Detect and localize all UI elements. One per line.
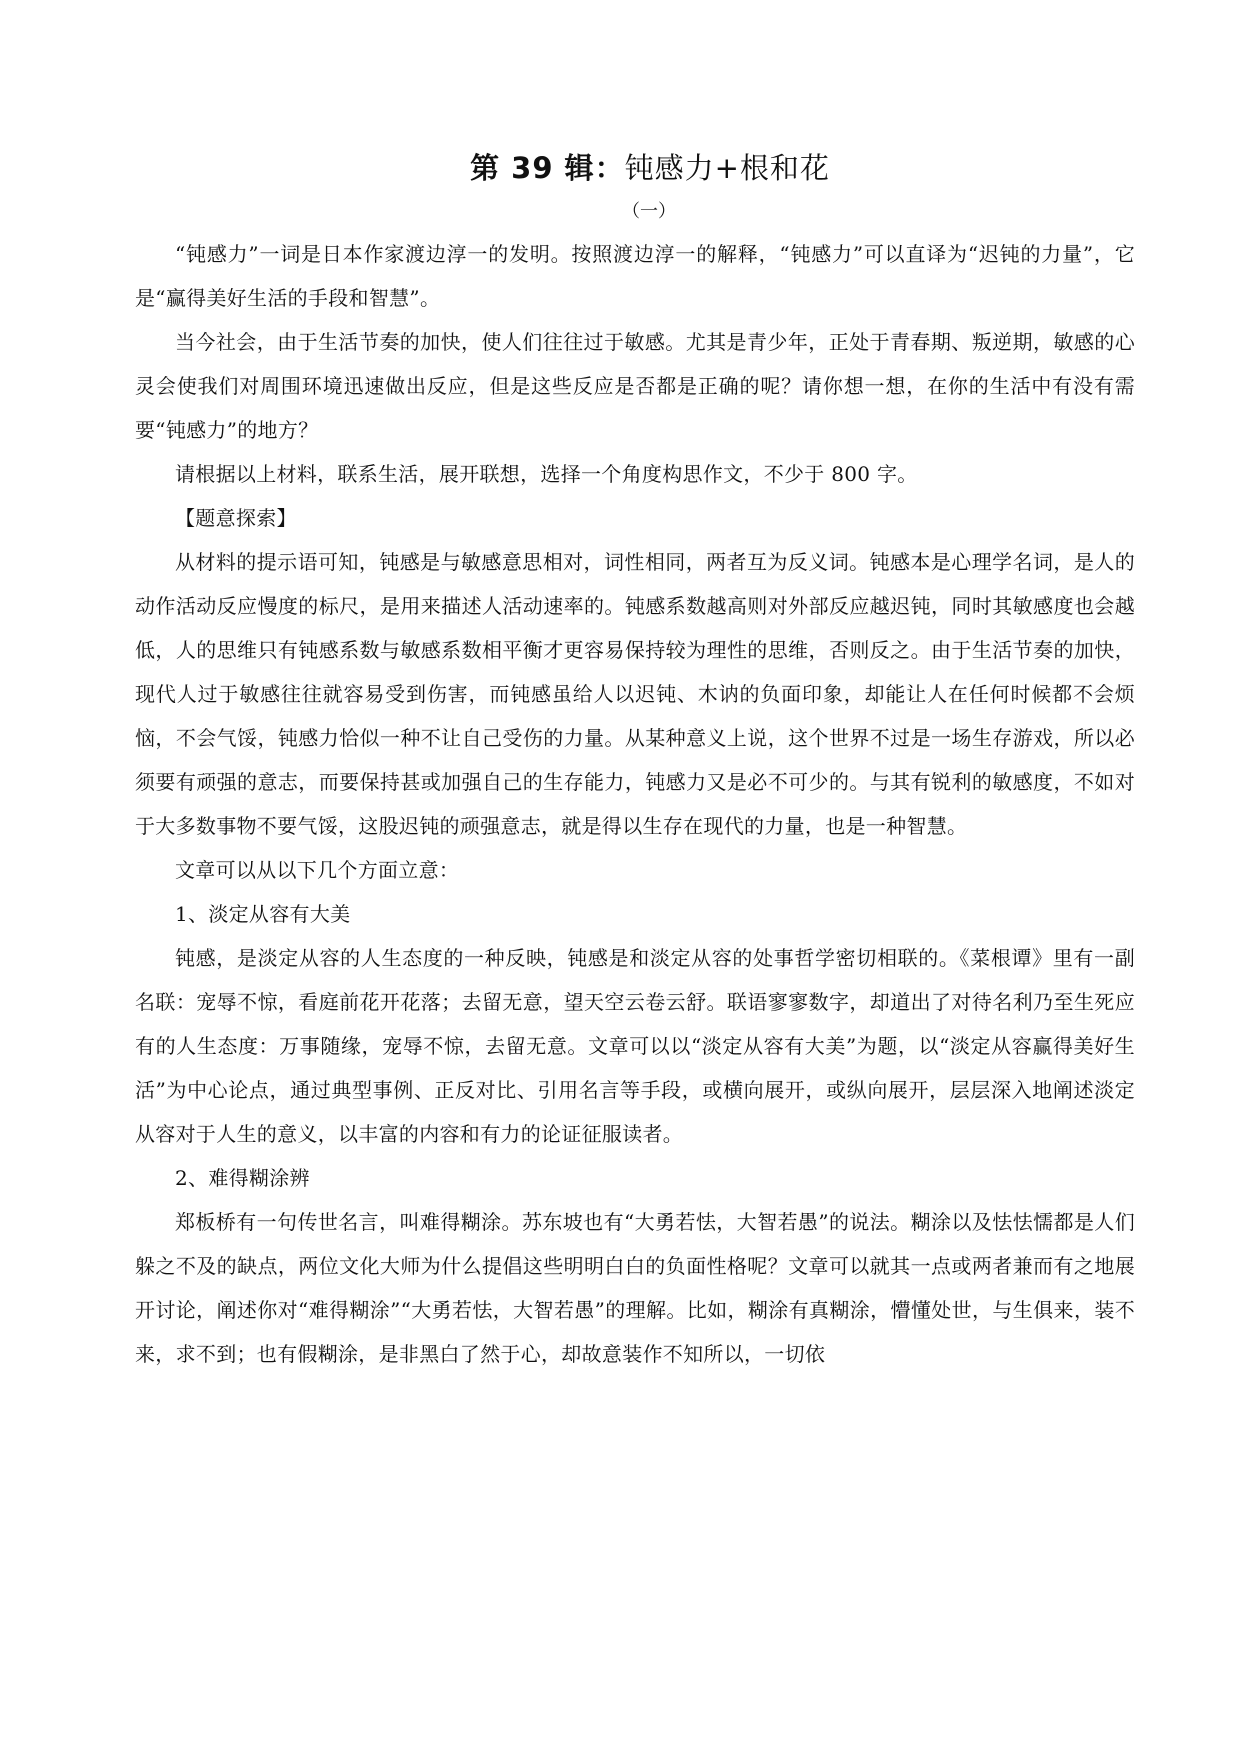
section-heading-analysis: 【题意探索】 (175, 506, 297, 530)
paragraph-angle-1: 钝感，是淡定从容的人生态度的一种反映，钝感是和淡定从容的处事哲学密切相联的。《菜根谭》里有一副名联：宠辱不惊，看庭前花开花落；去留无意，望天空云卷云舒。联语寥寥数字，却道出了对待名利乃至生死应有的人生态度：万事随缘，宠辱不惊，去留无意。文章可以以“淡定从容有大美”为题，以“淡定从容赢得美好生活”为中心论点，通过典型事例、正反对比、引用名言等手段，或横向展开，或纵向展开，层层深入地阐述淡定从容对于人生的意义，以丰富的内容和有力的论证征服读者。 (135, 946, 1135, 1146)
paragraph-intro: “钝感力”一词是日本作家渡边淳一的发明。按照渡边淳一的解释，“钝感力”可以直译为“迟钝的力量”，它是“赢得美好生活的手段和智慧”。 (135, 242, 1135, 310)
document-page (135, 148, 1135, 1376)
paragraph-angle-2: 郑板桥有一句传世名言，叫难得糊涂。苏东坡也有“大勇若怯，大智若愚”的说法。糊涂以及怯怯懦都是人们躲之不及的缺点，两位文化大师为什么提倡这些明明白白的负面性格呢？文章可以就其一点或两者兼而有之地展开讨论，阐述你对“难得糊涂”“大勇若怯，大智若愚”的理解。比如，糊涂有真糊涂，懵懂处世，与生俱来，装不来，求不到；也有假糊涂，是非黑白了然于心，却故意装作不知所以，一切依 (135, 1210, 1135, 1366)
title-main: 钝感力+根和花 (624, 151, 830, 185)
section-number: （一） (622, 201, 676, 222)
paragraph-prompt: 请根据以上材料，联系生活，展开联想，选择一个角度构思作文，不少于 800 字。 (175, 462, 918, 486)
paragraph-angles-intro: 文章可以从以下几个方面立意： (175, 858, 460, 882)
paragraph-analysis: 从材料的提示语可知，钝感是与敏感意思相对，词性相同，两者互为反义词。钝感本是心理学名词，是人的动作活动反应慢度的标尺，是用来描述人活动速率的。钝感系数越高则对外部反应越迟钝，同时其敏感度也会越低，人的思维只有钝感系数与敏感系数相平衡才更容易保持较为理性的思维，否则反之。由于生活节奏的加快，现代人过于敏感往往就容易受到伤害，而钝感虽给人以迟钝、木讷的负面印象，却能让人在任何时候都不会烦恼，不会气馁，钝感力恰似一种不让自己受伤的力量。从某种意义上说，这个世界不过是一场生存游戏，所以必须要有顽强的意志，而要保持甚或加强自己的生存能力，钝感力又是必不可少的。与其有锐利的敏感度，不如对于大多数事物不要气馁，这股迟钝的顽强意志，就是得以生存在现代的力量，也是一种智慧。 (135, 550, 1135, 838)
angle-heading-2: 2、难得糊涂辨 (175, 1166, 310, 1190)
paragraph-context: 当今社会，由于生活节奏的加快，使人们往往过于敏感。尤其是青少年，正处于青春期、叛逆期，敏感的心灵会使我们对周围环境迅速做出反应，但是这些反应是否都是正确的呢？请你想一想，在你的生活中有没有需要“钝感力”的地方？ (135, 330, 1135, 442)
document-title (135, 148, 1135, 188)
title-prefix: 第 39 辑： (470, 151, 625, 185)
angle-heading-1: 1、淡定从容有大美 (175, 902, 351, 926)
